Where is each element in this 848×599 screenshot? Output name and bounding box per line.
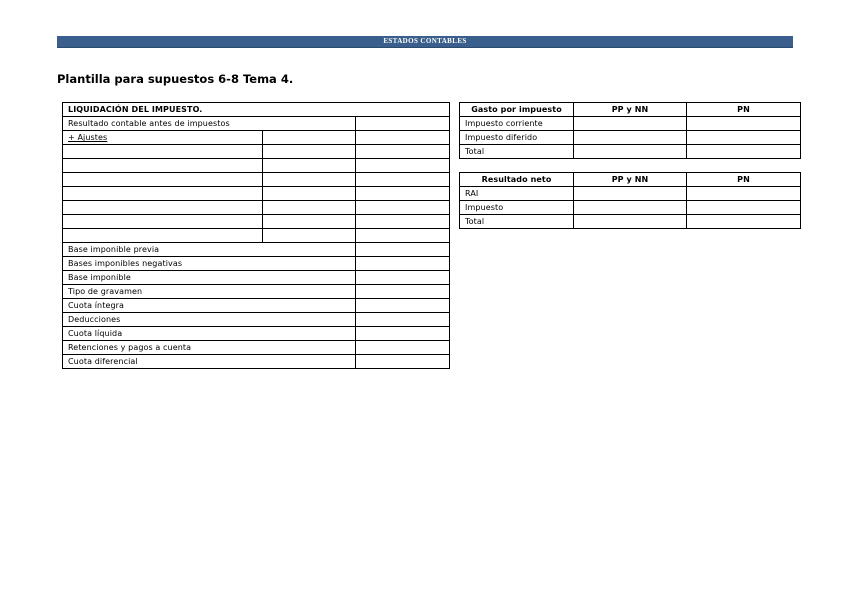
gasto-table (459, 102, 801, 159)
table-row (63, 355, 450, 369)
table-row (63, 229, 450, 243)
table-row (460, 187, 801, 201)
row-label: Deducciones (63, 313, 356, 327)
value-cell[interactable] (356, 271, 450, 285)
table-row (460, 117, 801, 131)
table-row (63, 257, 450, 271)
value-cell[interactable] (356, 299, 450, 313)
liquidacion-rows (63, 243, 450, 369)
value-cell[interactable] (263, 201, 356, 215)
table-row (460, 131, 801, 145)
value-cell[interactable] (356, 201, 450, 215)
liquidacion-table (62, 102, 450, 369)
value-cell[interactable] (263, 229, 356, 243)
resultado-table (459, 172, 801, 229)
table-row (63, 173, 450, 187)
row-label: RAI (460, 187, 574, 201)
column-header: Resultado neto (460, 173, 574, 187)
value-cell[interactable] (356, 243, 450, 257)
value-cell[interactable] (356, 257, 450, 271)
value-cell[interactable] (574, 117, 687, 131)
gasto-rows (460, 117, 801, 159)
value-cell[interactable] (574, 215, 687, 229)
row-label: Impuesto (460, 201, 574, 215)
value-cell[interactable] (356, 215, 450, 229)
value-cell[interactable] (63, 159, 263, 173)
value-cell[interactable] (263, 145, 356, 159)
value-cell[interactable] (63, 201, 263, 215)
table-row (63, 341, 450, 355)
value-cell[interactable] (687, 131, 801, 145)
value-cell[interactable] (356, 229, 450, 243)
row-label: Bases imponibles negativas (63, 257, 356, 271)
row-label: Base imponible (63, 271, 356, 285)
value-cell[interactable] (687, 201, 801, 215)
row-label: Tipo de gravamen (63, 285, 356, 299)
value-cell[interactable] (63, 187, 263, 201)
value-cell[interactable] (356, 117, 450, 131)
value-cell[interactable] (356, 145, 450, 159)
table-row (460, 201, 801, 215)
liquidacion-heading-row (63, 103, 450, 117)
value-cell[interactable] (263, 131, 356, 145)
value-cell[interactable] (687, 187, 801, 201)
table-row (63, 243, 450, 257)
value-cell[interactable] (574, 131, 687, 145)
table-row (460, 145, 801, 159)
value-cell[interactable] (63, 145, 263, 159)
value-cell[interactable] (63, 215, 263, 229)
row-label: Impuesto corriente (460, 117, 574, 131)
table-row (63, 327, 450, 341)
resultado-header-row (460, 173, 801, 187)
value-cell[interactable] (356, 355, 450, 369)
row-label (63, 131, 263, 145)
row-label: Impuesto diferido (460, 131, 574, 145)
value-cell[interactable] (263, 187, 356, 201)
column-header: PP y NN (574, 173, 687, 187)
header-title: ESTADOS CONTABLES (383, 37, 467, 45)
value-cell[interactable] (687, 215, 801, 229)
row-label: Cuota íntegra (63, 299, 356, 313)
row-label: Resultado contable antes de impuestos (63, 117, 356, 131)
value-cell[interactable] (356, 327, 450, 341)
table-row (63, 299, 450, 313)
value-cell[interactable] (63, 229, 263, 243)
table-row (63, 187, 450, 201)
table-row (63, 117, 450, 131)
value-cell[interactable] (263, 159, 356, 173)
table-row (460, 215, 801, 229)
column-header: Gasto por impuesto (460, 103, 574, 117)
table-row (63, 145, 450, 159)
value-cell[interactable] (356, 159, 450, 173)
row-label: Cuota líquida (63, 327, 356, 341)
adjust-rows (63, 145, 450, 243)
liquidacion-heading: LIQUIDACIÓN DEL IMPUESTO. (63, 103, 450, 117)
value-cell[interactable] (687, 117, 801, 131)
gasto-header-row (460, 103, 801, 117)
value-cell[interactable] (574, 187, 687, 201)
value-cell[interactable] (356, 341, 450, 355)
value-cell[interactable] (574, 201, 687, 215)
column-header: PN (687, 103, 801, 117)
page-title: Plantilla para supuestos 6-8 Tema 4. (57, 72, 294, 86)
value-cell[interactable] (263, 173, 356, 187)
row-label: Cuota diferencial (63, 355, 356, 369)
value-cell[interactable] (356, 131, 450, 145)
value-cell[interactable] (356, 313, 450, 327)
value-cell[interactable] (574, 145, 687, 159)
value-cell[interactable] (263, 215, 356, 229)
column-header: PP y NN (574, 103, 687, 117)
ajustes-label: + Ajustes (68, 133, 108, 142)
row-label: Retenciones y pagos a cuenta (63, 341, 356, 355)
row-label: Total (460, 145, 574, 159)
row-label: Total (460, 215, 574, 229)
header-bar (57, 36, 793, 48)
table-row (63, 201, 450, 215)
table-row (63, 159, 450, 173)
value-cell[interactable] (63, 173, 263, 187)
table-row (63, 313, 450, 327)
column-header: PN (687, 173, 801, 187)
table-row (63, 271, 450, 285)
table-row (63, 215, 450, 229)
value-cell[interactable] (356, 187, 450, 201)
resultado-rows (460, 187, 801, 229)
row-label: Base imponible previa (63, 243, 356, 257)
table-row (63, 131, 450, 145)
value-cell[interactable] (356, 285, 450, 299)
table-row (63, 285, 450, 299)
value-cell[interactable] (356, 173, 450, 187)
value-cell[interactable] (687, 145, 801, 159)
